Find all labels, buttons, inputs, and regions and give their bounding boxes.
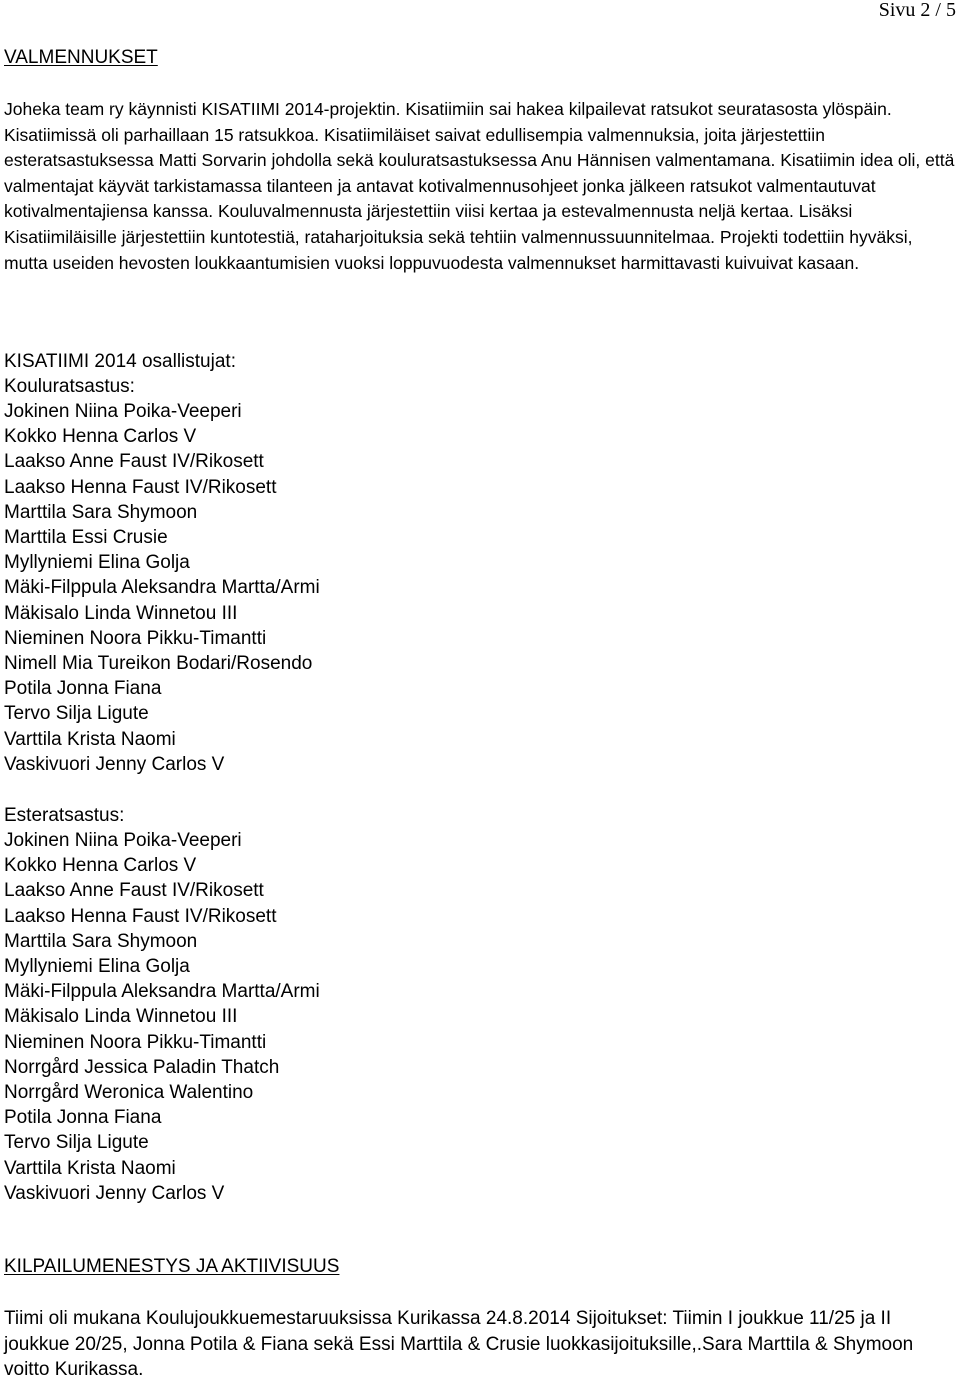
results-paragraph: Tiimi oli mukana Koulujoukkuemestaruuksissa Kurikassa 24.8.2014 Sijoitukset: Tiimin I joukkue 11/25 ja II joukkue 20/25, Jonna Potila & Fiana sekä Essi Marttila & Crusie luokkasijoituksille,.Sara Marttila & Shymoon voitto Kurikassa. bbox=[4, 1308, 914, 1381]
list-item: Norrgård Jessica Paladin Thatch bbox=[4, 1056, 280, 1078]
list-item: Varttila Krista Naomi bbox=[4, 1157, 176, 1179]
list-item: Jokinen Niina Poika-Veeperi bbox=[4, 401, 242, 422]
list-item: Potila Jonna Fiana bbox=[4, 1107, 162, 1129]
list-item: Jokinen Niina Poika-Veeperi bbox=[4, 830, 242, 851]
list-item: Mäki-Filppula Aleksandra Martta/Armi bbox=[4, 577, 320, 599]
list-item: Myllyniemi Elina Golja bbox=[4, 956, 190, 978]
section-heading-valmennukset: VALMENNUKSET bbox=[4, 47, 158, 68]
list-item: Kokko Henna Carlos V bbox=[4, 855, 197, 877]
list-item: Myllyniemi Elina Golja bbox=[4, 552, 190, 574]
participants-title: KISATIIMI 2014 osallistujat: bbox=[4, 351, 236, 372]
list-item: Potila Jonna Fiana bbox=[4, 678, 162, 700]
intro-paragraph: Joheka team ry käynnisti KISATIIMI 2014-projektin. Kisatiimiin sai hakea kilpailevat ratsukot seuratasosta ylöspäin. Kisatiimissä oli parhaillaan 15 ratsukkoa. Kisatiimiläiset saivat edullisempia valmennuksia, joita järjestettiin esteratsastuksessa Matti Sorvarin johdolla sekä kouluratsastuksessa Anu Hännisen valmentamana. Kisatiimin idea oli, että valmentajat käyvät tarkistamassa tilanteen ja antavat kotivalmennusohjeet jonka jälkeen ratsukot valmentautuvat kotivalmentajiensa kanssa. Kouluvalmennusta järjestettiin viisi kertaa ja estevalmennusta neljä kertaa. Lisäksi Kisatiimiläisille järjestettiin kuntotestiä, rataharjoituksia sekä tehtiin valmennussuunnitelmaa. Projekti todettiin hyväksi, mutta useiden hevosten loukkaantumisien vuoksi loppuvuodesta valmennukset harmittavasti kuivuivat kasaan. bbox=[4, 99, 955, 273]
section-heading-kilpailumenestys: KILPAILUMENESTYS JA AKTIIVISUUS bbox=[4, 1256, 340, 1277]
dressage-label: Kouluratsastus: bbox=[4, 376, 135, 397]
dressage-list bbox=[4, 399, 320, 777]
jumping-label: Esteratsastus: bbox=[4, 805, 125, 826]
list-item: Mäkisalo Linda Winnetou III bbox=[4, 602, 238, 624]
list-item: Marttila Sara Shymoon bbox=[4, 930, 198, 952]
list-item: Laakso Anne Faust IV/Rikosett bbox=[4, 451, 264, 473]
list-item: Kokko Henna Carlos V bbox=[4, 426, 197, 448]
list-item: Tervo Silja Ligute bbox=[4, 1132, 149, 1154]
list-item: Laakso Henna Faust IV/Rikosett bbox=[4, 905, 277, 927]
list-item: Tervo Silja Ligute bbox=[4, 703, 149, 725]
jumping-list bbox=[4, 828, 320, 1206]
list-item: Nieminen Noora Pikku-Timantti bbox=[4, 627, 267, 649]
page-number: Sivu 2 / 5 bbox=[878, 0, 956, 21]
list-item: Norrgård Weronica Walentino bbox=[4, 1082, 254, 1104]
list-item: Varttila Krista Naomi bbox=[4, 728, 176, 750]
list-item: Mäki-Filppula Aleksandra Martta/Armi bbox=[4, 981, 320, 1003]
list-item: Vaskivuori Jenny Carlos V bbox=[4, 753, 225, 775]
list-item: Marttila Sara Shymoon bbox=[4, 501, 198, 523]
list-item: Laakso Henna Faust IV/Rikosett bbox=[4, 476, 277, 498]
list-item: Nieminen Noora Pikku-Timantti bbox=[4, 1031, 267, 1053]
list-item: Vaskivuori Jenny Carlos V bbox=[4, 1182, 225, 1204]
list-item: Mäkisalo Linda Winnetou III bbox=[4, 1006, 238, 1028]
list-item: Laakso Anne Faust IV/Rikosett bbox=[4, 880, 264, 902]
list-item: Nimell Mia Tureikon Bodari/Rosendo bbox=[4, 653, 313, 675]
list-item: Marttila Essi Crusie bbox=[4, 527, 168, 549]
